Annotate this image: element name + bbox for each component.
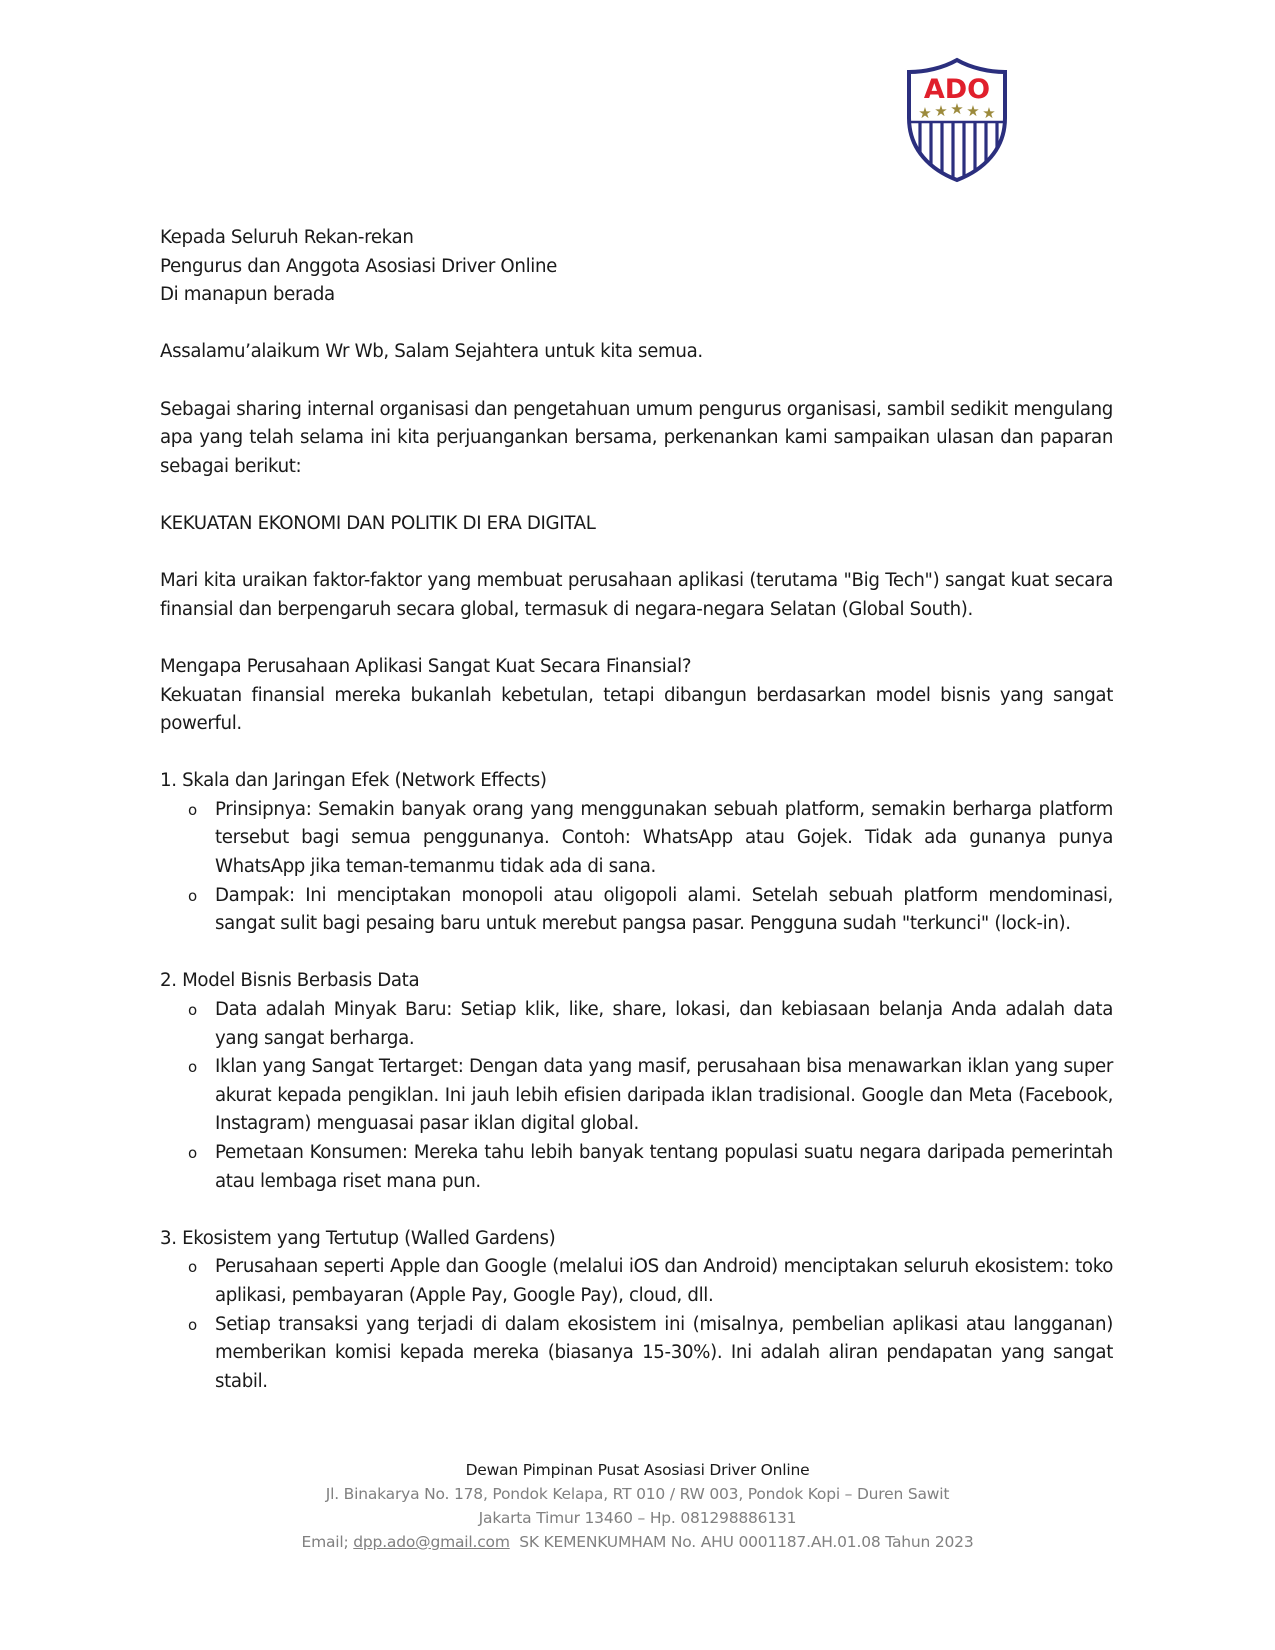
letter-body	[160, 224, 1113, 1396]
circle-bullet-icon: o	[188, 800, 197, 819]
numbered-heading: 3. Ekosistem yang Tertutup (Walled Gardens)	[160, 1227, 556, 1249]
circle-bullet-icon: o	[188, 1258, 197, 1277]
greeting: Assalamu’alaikum Wr Wb, Salam Sejahtera untuk kita semua.	[160, 341, 703, 363]
circle-bullet-icon: o	[188, 1144, 197, 1162]
star-icon: ★	[918, 104, 932, 122]
section-heading: KEKUATAN EKONOMI DAN POLITIK DI ERA DIGITAL	[160, 512, 596, 534]
email-label: Email;	[301, 1533, 354, 1551]
circle-bullet-icon: o	[188, 1058, 197, 1077]
registration-text: SK KEMENKUMHAM No. AHU 0001187.AH.01.08 Tahun 2023	[519, 1533, 974, 1551]
star-icon: ★	[982, 104, 996, 122]
bullet-list	[160, 996, 1113, 1196]
ado-logo	[903, 56, 1011, 184]
list-item: o Dampak: Ini menciptakan monopoli atau oligopoli alami. Setelah sebuah platform mendominasi, sangat sulit bagi pesaing baru untuk merebut pangsa pasar. Pengguna sudah "terkunci" (lock-in).	[215, 882, 1113, 939]
footer-org-name: Dewan Pimpinan Pusat Asosiasi Driver Online	[465, 1461, 810, 1479]
lead-paragraph: Mari kita uraikan faktor-faktor yang membuat perusahaan aplikasi (terutama "Big Tech") sangat kuat secara finansial dan berpengaruh secara global, termasuk di negara-negara Selatan (Global South).	[160, 570, 1113, 620]
logo-text: ADO	[923, 74, 991, 105]
list-item: o Setiap transaksi yang terjadi di dalam ekosistem ini (misalnya, pembelian aplikasi atau langganan) memberikan komisi kepada mereka (biasanya 15-30%). Ini adalah aliran pendapatan yang sangat stabil.	[215, 1311, 1113, 1397]
recipient-line: Kepada Seluruh Rekan-rekan	[160, 227, 414, 248]
list-item: o Iklan yang Sangat Tertarget: Dengan data yang masif, perusahaan bisa menawarkan iklan yang super akurat kepada pengiklan. Ini jauh lebih efisien daripada iklan tradisional. Google dan Meta (Facebook, Instagram) menguasai pasar iklan digital global.	[215, 1053, 1113, 1139]
footer-contact-line	[0, 1530, 1275, 1554]
star-icon: ★	[950, 100, 964, 118]
list-item: o Prinsipnya: Semakin banyak orang yang menggunakan sebuah platform, semakin berharga platform tersebut bagi semua penggunanya. Contoh: WhatsApp atau Gojek. Tidak ada gunanya punya WhatsApp jika teman-temanmu tidak ada di sana.	[215, 796, 1113, 882]
circle-bullet-icon: o	[188, 1001, 197, 1020]
list-item: o Data adalah Minyak Baru: Setiap klik, like, share, lokasi, dan kebiasaan belanja Anda adalah data yang sangat berharga.	[215, 996, 1113, 1053]
question-heading: Mengapa Perusahaan Aplikasi Sangat Kuat Secara Finansial?	[160, 655, 692, 677]
circle-bullet-icon: o	[188, 1315, 197, 1334]
recipient-line: Pengurus dan Anggota Asosiasi Driver Online	[160, 255, 558, 277]
bullet-list	[160, 796, 1113, 939]
list-item: o Perusahaan seperti Apple dan Google (melalui iOS dan Android) menciptakan seluruh ekosistem: toko aplikasi, pembayaran (Apple Pay, Google Pay), cloud, dll.	[215, 1253, 1113, 1310]
star-icon: ★	[934, 102, 948, 120]
list-item: o Pemetaan Konsumen: Mereka tahu lebih banyak tentang populasi suatu negara daripada pemerintah atau lembaga riset mana pun.	[215, 1139, 1113, 1196]
footer-address-line: Jl. Binakarya No. 178, Pondok Kelapa, RT 010 / RW 003, Pondok Kopi – Duren Sawit	[325, 1485, 950, 1503]
intro-paragraph: Sebagai sharing internal organisasi dan pengetahuan umum pengurus organisasi, sambil sedikit mengulang apa yang telah selama ini kita perjuangankan bersama, perkenankan kami sampaikan ulasan dan paparan sebagai berikut:	[160, 398, 1113, 477]
question-answer: Kekuatan finansial mereka bukanlah kebetulan, tetapi dibangun berdasarkan model bisnis yang sangat powerful.	[160, 684, 1113, 735]
circle-bullet-icon: o	[188, 886, 197, 905]
star-icon: ★	[966, 102, 980, 120]
numbered-heading: 2. Model Bisnis Berbasis Data	[160, 970, 420, 992]
bullet-list	[160, 1253, 1113, 1396]
letterhead-footer	[0, 1458, 1275, 1554]
footer-address-line: Jakarta Timur 13460 – Hp. 081298886131	[478, 1509, 797, 1527]
recipient-line: Di manapun berada	[160, 284, 335, 306]
numbered-heading: 1. Skala dan Jaringan Efek (Network Effects)	[160, 770, 547, 792]
email-link[interactable]: dpp.ado@gmail.com	[353, 1533, 510, 1551]
